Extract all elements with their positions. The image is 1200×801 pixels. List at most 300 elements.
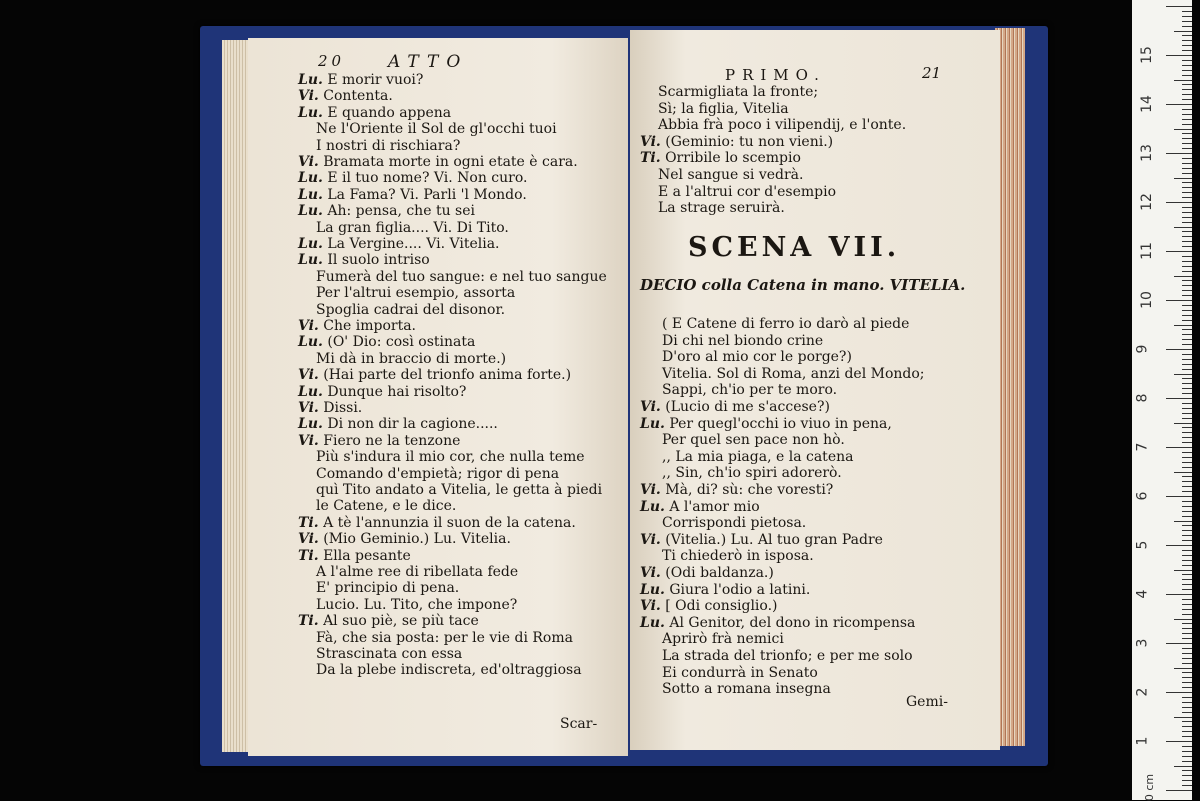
text-line <box>658 101 789 117</box>
ruler-tick <box>1182 785 1192 786</box>
line-text: Da la plebe indiscreta, ed'oltraggiosa <box>316 662 582 679</box>
text-line <box>316 302 505 318</box>
line-text: E il tuo nome? Vi. Non curo. <box>322 170 528 187</box>
ruler-tick <box>1174 227 1192 228</box>
ruler-tick <box>1182 16 1192 17</box>
ruler-tick <box>1182 658 1192 659</box>
ruler-tick <box>1166 790 1192 791</box>
ruler-number: 12 <box>1138 193 1155 211</box>
ruler-tick <box>1182 756 1192 757</box>
ruler-tick <box>1182 99 1192 100</box>
ruler-tick <box>1182 231 1192 232</box>
line-text: (Mio Geminio.) Lu. Vitelia. <box>318 531 511 548</box>
text-line <box>640 399 830 415</box>
speaker-label: Lu. <box>298 170 323 187</box>
stage-direction: DECIO colla Catena in mano. VITELIA. <box>640 276 966 294</box>
ruler-tick <box>1182 173 1192 174</box>
ruler-tick <box>1182 648 1192 649</box>
ruler-tick <box>1182 369 1192 370</box>
ruler-tick <box>1182 452 1192 453</box>
text-line <box>316 269 607 285</box>
ruler-number: 6 <box>1134 491 1151 501</box>
ruler-tick <box>1174 668 1192 669</box>
ruler-tick <box>1182 584 1192 585</box>
line-text: Fà, che sia posta: per le vie di Roma <box>316 629 573 646</box>
ruler-tick <box>1174 521 1192 522</box>
ruler-tick <box>1182 462 1192 463</box>
ruler-tick <box>1182 604 1192 605</box>
ruler-tick <box>1182 222 1192 223</box>
ruler-tick <box>1182 40 1192 41</box>
text-line <box>662 366 925 382</box>
ruler-tick <box>1174 80 1192 81</box>
ruler-number: 11 <box>1138 242 1155 260</box>
ruler-tick <box>1182 334 1192 335</box>
ruler-tick <box>1182 589 1192 590</box>
ruler-tick <box>1182 457 1192 458</box>
ruler-tick <box>1182 579 1192 580</box>
ruler-tick <box>1182 511 1192 512</box>
ruler-tick <box>1182 501 1192 502</box>
speaker-label: Vi. <box>298 432 319 449</box>
measuring-ruler <box>1132 0 1192 800</box>
ruler-tick <box>1166 545 1192 546</box>
speaker-label: Ti. <box>298 547 319 564</box>
text-line <box>640 598 778 614</box>
text-line <box>298 88 393 104</box>
text-line <box>662 349 852 365</box>
line-text: (Hai parte del trionfo anima forte.) <box>318 367 572 384</box>
line-text: Nel sangue si vedrà. <box>658 167 804 183</box>
text-line <box>298 187 527 203</box>
line-text: (Lucio di me s'accese?) <box>660 399 830 415</box>
ruler-number: 5 <box>1134 540 1151 550</box>
ruler-tick <box>1182 114 1192 115</box>
ruler-tick <box>1166 6 1192 7</box>
ruler-tick <box>1182 192 1192 193</box>
ruler-tick <box>1182 574 1192 575</box>
ruler-tick <box>1182 295 1192 296</box>
line-text: Strascinata con essa <box>316 646 463 662</box>
ruler-tick <box>1182 393 1192 394</box>
ruler-tick <box>1182 241 1192 242</box>
line-text: Aprirò frà nemici <box>662 631 784 648</box>
right-catchword: Gemi- <box>906 694 948 710</box>
line-text: Per quegl'occhi io viuo in pena, <box>664 415 892 432</box>
line-text: Spoglia cadrai del disonor. <box>316 301 506 318</box>
speaker-label: Ti. <box>298 613 319 630</box>
ruler-tick <box>1182 246 1192 247</box>
ruler-tick <box>1182 599 1192 600</box>
text-line <box>316 580 459 596</box>
speaker-label: Lu. <box>298 383 323 400</box>
speaker-label: Lu. <box>298 236 323 252</box>
text-line <box>298 400 362 416</box>
ruler-tick <box>1166 692 1192 693</box>
ruler-tick <box>1182 746 1192 747</box>
text-line <box>298 433 460 449</box>
text-line <box>316 597 517 613</box>
line-text: Ella pesante <box>318 547 411 564</box>
ruler-tick <box>1174 423 1192 424</box>
ruler-number: 14 <box>1138 95 1155 113</box>
ruler-tick <box>1166 741 1192 742</box>
ruler-tick <box>1182 94 1192 95</box>
line-text: (Odi baldanza.) <box>660 565 774 581</box>
ruler-tick <box>1182 310 1192 311</box>
ruler-tick <box>1182 550 1192 551</box>
text-line <box>316 449 585 465</box>
right-page <box>630 30 1000 750</box>
line-text: Il suolo intriso <box>322 252 430 269</box>
line-text: D'oro al mio cor le porge?) <box>662 349 852 366</box>
speaker-label: Lu. <box>298 252 323 269</box>
ruler-tick <box>1182 50 1192 51</box>
text-line <box>298 613 479 629</box>
line-text: A l'alme ree di ribellata fede <box>316 564 519 580</box>
text-line <box>662 316 909 332</box>
ruler-number: 9 <box>1134 344 1151 354</box>
ruler-tick <box>1182 427 1192 428</box>
ruler-tick <box>1182 609 1192 610</box>
text-line <box>662 432 845 448</box>
ruler-tick <box>1166 55 1192 56</box>
ruler-tick <box>1182 70 1192 71</box>
ruler-tick <box>1174 129 1192 130</box>
text-line <box>298 384 466 400</box>
text-line <box>640 582 810 598</box>
line-text: (Geminio: tu non vieni.) <box>660 133 834 150</box>
line-text: Fumerà del tuo sangue: e nel tuo sangue <box>316 268 607 285</box>
ruler-number: 10 <box>1138 291 1155 309</box>
left-page-number: 20 <box>318 52 346 70</box>
ruler-number: 4 <box>1134 589 1151 599</box>
text-line <box>316 646 462 662</box>
ruler-tick <box>1182 148 1192 149</box>
speaker-label: Lu. <box>298 416 323 433</box>
ruler-tick <box>1182 65 1192 66</box>
text-line <box>640 150 801 166</box>
ruler-tick <box>1182 388 1192 389</box>
ruler-tick <box>1182 119 1192 120</box>
line-text: Ah: pensa, che tu sei <box>322 203 475 220</box>
ruler-tick <box>1182 751 1192 752</box>
ruler-tick <box>1182 187 1192 188</box>
speaker-label: Lu. <box>298 334 323 351</box>
ruler-tick <box>1182 320 1192 321</box>
ruler-tick <box>1166 104 1192 105</box>
ruler-tick <box>1174 31 1192 32</box>
text-line <box>298 318 416 334</box>
ruler-tick <box>1182 133 1192 134</box>
ruler-tick <box>1182 163 1192 164</box>
line-text: quì Tito andato a Vitelia, le getta à piedi <box>316 482 603 498</box>
left-running-head: ATTO <box>388 52 469 72</box>
text-line <box>640 565 774 581</box>
line-text: Ne l'Oriente il Sol de gl'occhi tuoi <box>316 121 557 138</box>
speaker-label: Vi. <box>640 531 661 548</box>
ruler-tick <box>1182 540 1192 541</box>
text-line <box>298 105 451 121</box>
text-line <box>298 203 475 219</box>
ruler-tick <box>1182 403 1192 404</box>
line-text: ,, La mia piaga, e la catena <box>662 448 854 465</box>
text-line <box>662 631 784 647</box>
ruler-tick <box>1182 143 1192 144</box>
text-line <box>298 236 500 252</box>
ruler-number: 8 <box>1134 393 1151 403</box>
speaker-label: Vi. <box>640 565 661 581</box>
ruler-tick <box>1182 75 1192 76</box>
speaker-label: Vi. <box>640 598 661 615</box>
ruler-tick <box>1182 285 1192 286</box>
ruler-tick <box>1182 721 1192 722</box>
ruler-tick <box>1182 761 1192 762</box>
ruler-tick <box>1174 178 1192 179</box>
text-line <box>662 449 853 465</box>
ruler-tick <box>1182 21 1192 22</box>
line-text: Abbia frà poco i vilipendij, e l'onte. <box>658 117 907 134</box>
ruler-tick <box>1182 418 1192 419</box>
line-text: La gran figlia.... Vi. Di Tito. <box>316 219 509 236</box>
ruler-tick <box>1182 565 1192 566</box>
text-line <box>298 548 411 564</box>
right-running-head: PRIMO. <box>725 66 826 84</box>
speaker-label: Vi. <box>298 400 319 416</box>
ruler-tick <box>1182 261 1192 262</box>
ruler-tick <box>1174 276 1192 277</box>
line-text: E a l'altrui cor d'esempio <box>658 183 837 200</box>
ruler-tick <box>1182 354 1192 355</box>
line-text: Per l'altrui esempio, assorta <box>316 285 516 302</box>
ruler-tick <box>1182 378 1192 379</box>
text-line <box>298 416 498 432</box>
text-line <box>662 648 913 664</box>
ruler-tick <box>1182 60 1192 61</box>
speaker-label: Vi. <box>640 399 661 415</box>
line-text: Fiero ne la tenzone <box>318 432 461 449</box>
ruler-tick <box>1182 212 1192 213</box>
text-line <box>316 630 573 646</box>
text-line <box>640 615 915 631</box>
ruler-tick <box>1182 707 1192 708</box>
line-text: La strage seruirà. <box>658 200 785 217</box>
ruler-tick <box>1166 349 1192 350</box>
line-text: E' principio di pena. <box>316 580 460 597</box>
text-line <box>316 285 515 301</box>
text-line <box>316 482 602 498</box>
line-text: Di non dir la cagione..... <box>322 416 498 433</box>
line-text: Scarmigliata la fronte; <box>658 84 819 100</box>
ruler-tick <box>1182 682 1192 683</box>
ruler-tick <box>1174 472 1192 473</box>
line-text: Mi dà in braccio di morte.) <box>316 350 507 367</box>
speaker-label: Vi. <box>298 154 319 170</box>
ruler-tick <box>1182 217 1192 218</box>
text-line <box>316 662 582 678</box>
ruler-tick <box>1182 726 1192 727</box>
ruler-tick <box>1182 481 1192 482</box>
text-line <box>662 681 831 697</box>
speaker-label: Lu. <box>298 186 323 203</box>
line-text: ,, Sin, ch'io spiri adorerò. <box>662 465 842 482</box>
ruler-tick <box>1182 182 1192 183</box>
ruler-tick <box>1182 413 1192 414</box>
ruler-tick <box>1182 672 1192 673</box>
left-catchword: Scar- <box>560 716 598 732</box>
speaker-label: Ti. <box>640 150 661 167</box>
text-line <box>658 200 785 216</box>
ruler-tick <box>1182 158 1192 159</box>
text-line <box>316 121 557 137</box>
ruler-tick <box>1174 766 1192 767</box>
line-text: Comando d'empietà; rigor di pena <box>316 465 560 482</box>
ruler-tick <box>1182 530 1192 531</box>
ruler-tick <box>1182 697 1192 698</box>
ruler-tick <box>1182 638 1192 639</box>
ruler-tick <box>1182 138 1192 139</box>
line-text: A tè l'annunzia il suon de la catena. <box>318 514 576 531</box>
ruler-number: 1 <box>1134 736 1151 746</box>
ruler-tick <box>1166 496 1192 497</box>
speaker-label: Ti. <box>298 514 319 531</box>
line-text: A l'amor mio <box>664 498 760 515</box>
right-page-number: 21 <box>922 64 942 82</box>
ruler-tick <box>1182 383 1192 384</box>
line-text: Sì; la figlia, Vitelia <box>658 100 789 117</box>
ruler-tick <box>1174 619 1192 620</box>
ruler-tick <box>1182 329 1192 330</box>
text-line <box>298 367 571 383</box>
text-line <box>662 665 818 681</box>
ruler-tick <box>1182 712 1192 713</box>
text-line <box>316 220 509 236</box>
ruler-tick <box>1182 702 1192 703</box>
ruler-number: 2 <box>1134 687 1151 697</box>
text-line <box>298 72 423 88</box>
text-line <box>298 334 475 350</box>
text-line <box>298 252 430 268</box>
line-text: Sotto a romana insegna <box>662 681 831 698</box>
line-text: Ei condurrà in Senato <box>662 664 818 681</box>
ruler-number: 15 <box>1138 46 1155 64</box>
speaker-label: Lu. <box>298 203 323 220</box>
ruler-tick <box>1166 300 1192 301</box>
ruler-tick <box>1182 344 1192 345</box>
ruler-tick <box>1182 442 1192 443</box>
ruler-tick <box>1182 437 1192 438</box>
ruler-tick <box>1182 236 1192 237</box>
speaker-label: Lu. <box>640 581 665 598</box>
ruler-tick <box>1182 687 1192 688</box>
line-text: La strada del trionfo; e per me solo <box>662 648 913 664</box>
ruler-tick <box>1182 197 1192 198</box>
ruler-number: 13 <box>1138 144 1155 162</box>
ruler-tick <box>1182 315 1192 316</box>
line-text: Al suo piè, se più tace <box>318 613 479 630</box>
line-text: Al Genitor, del dono in ricompensa <box>664 614 916 631</box>
ruler-tick <box>1174 374 1192 375</box>
ruler-tick <box>1182 614 1192 615</box>
speaker-label: Vi. <box>298 367 319 384</box>
ruler-tick <box>1182 408 1192 409</box>
line-text: Vitelia. Sol di Roma, anzi del Mondo; <box>662 365 925 382</box>
text-line <box>316 351 506 367</box>
ruler-tick <box>1182 84 1192 85</box>
ruler-tick <box>1182 89 1192 90</box>
line-text: [ Odi consiglio.) <box>660 598 778 615</box>
ruler-tick <box>1166 643 1192 644</box>
ruler-tick <box>1182 633 1192 634</box>
text-line <box>298 515 576 531</box>
ruler-tick <box>1182 280 1192 281</box>
line-text: Dissi. <box>318 400 363 416</box>
ruler-tick <box>1182 653 1192 654</box>
ruler-number: 3 <box>1134 638 1151 648</box>
text-line <box>298 170 528 186</box>
ruler-tick <box>1182 266 1192 267</box>
line-text: Mà, di? sù: che voresti? <box>660 482 834 498</box>
ruler-tick <box>1182 736 1192 737</box>
ruler-tick <box>1166 447 1192 448</box>
ruler-tick <box>1182 506 1192 507</box>
ruler-tick <box>1182 339 1192 340</box>
ruler-tick <box>1182 207 1192 208</box>
line-text: Contenta. <box>318 88 393 105</box>
ruler-tick <box>1182 359 1192 360</box>
speaker-label: Lu. <box>640 498 665 515</box>
line-text: Giura l'odio a latini. <box>664 581 811 598</box>
line-text: Bramata morte in ogni etate è cara. <box>318 154 578 170</box>
ruler-tick <box>1182 364 1192 365</box>
ruler-tick <box>1182 770 1192 771</box>
text-line <box>298 154 578 170</box>
ruler-tick <box>1182 486 1192 487</box>
text-line <box>662 465 842 481</box>
text-line <box>658 167 803 183</box>
ruler-tick <box>1182 516 1192 517</box>
ruler-tick <box>1166 202 1192 203</box>
speaker-label: Vi. <box>298 531 319 548</box>
ruler-tick <box>1174 717 1192 718</box>
text-line <box>298 531 511 547</box>
text-line <box>658 184 836 200</box>
text-line <box>640 532 883 548</box>
text-line <box>316 466 559 482</box>
ruler-tick <box>1182 663 1192 664</box>
line-text: Sappi, ch'io per te moro. <box>662 382 838 399</box>
text-line <box>316 564 518 580</box>
text-line <box>662 548 814 564</box>
ruler-tick <box>1166 594 1192 595</box>
ruler-tick <box>1182 467 1192 468</box>
line-text: (Vitelia.) Lu. Al tuo gran Padre <box>660 531 883 548</box>
ruler-tick <box>1182 256 1192 257</box>
line-text: Ti chiederò in isposa. <box>662 548 814 565</box>
line-text: ( E Catene di ferro io darò al piede <box>662 316 910 332</box>
text-line <box>658 84 818 100</box>
speaker-label: Lu. <box>640 415 665 432</box>
ruler-tick <box>1182 305 1192 306</box>
line-text: I nostri di rischiara? <box>316 137 461 154</box>
ruler-tick <box>1182 271 1192 272</box>
ruler-tick <box>1182 628 1192 629</box>
line-text: Che importa. <box>318 318 416 334</box>
line-text: La Vergine.... Vi. Vitelia. <box>322 236 500 252</box>
text-line <box>640 482 833 498</box>
line-text: Lucio. Lu. Tito, che impone? <box>316 596 518 613</box>
ruler-tick <box>1182 677 1192 678</box>
